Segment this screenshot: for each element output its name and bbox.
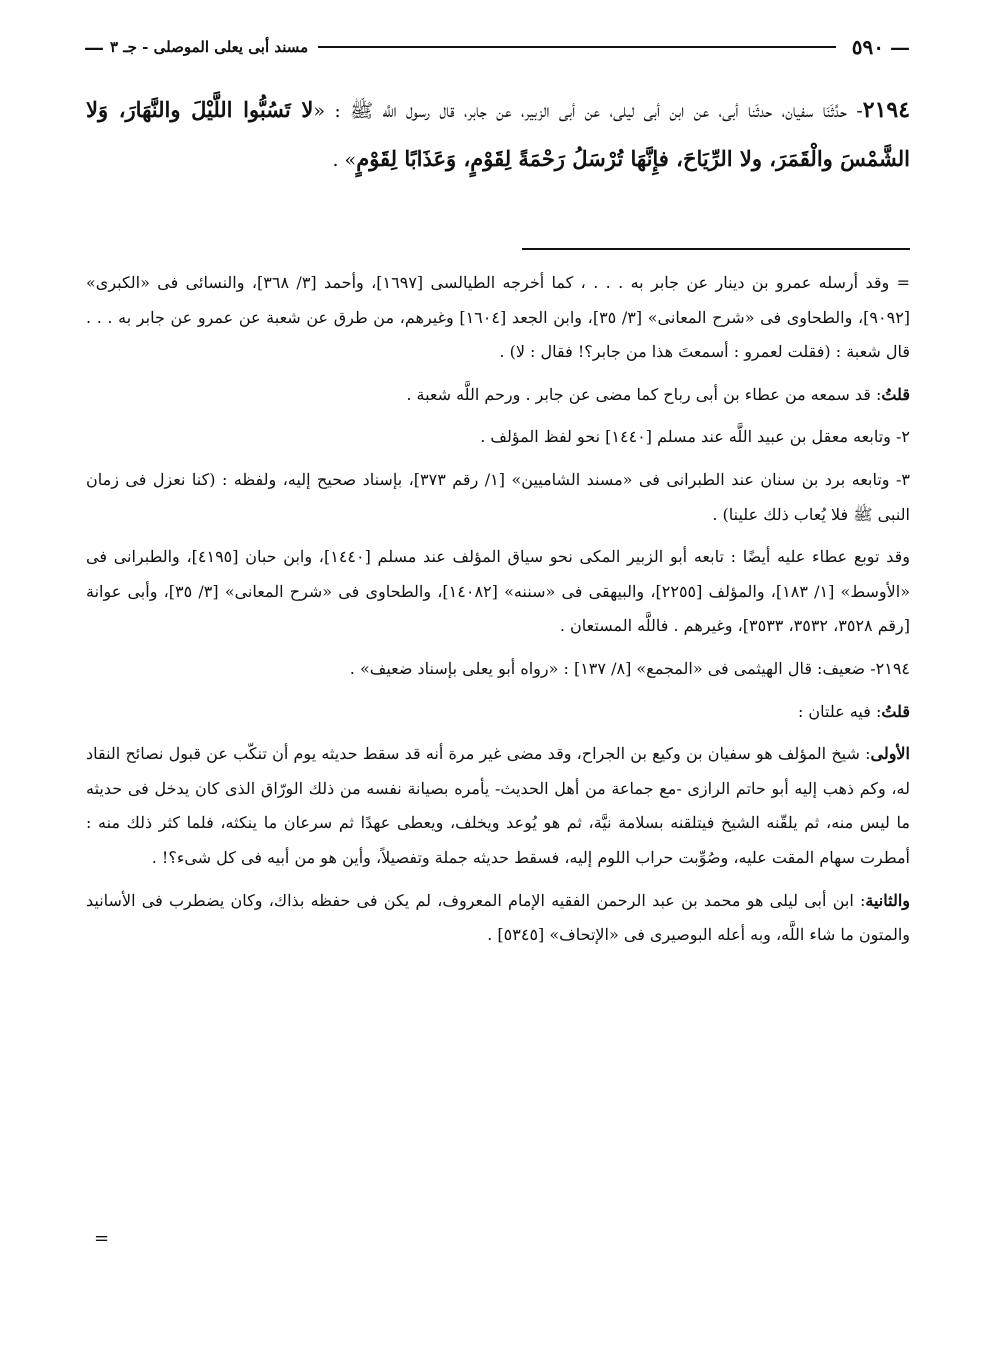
note-label: الأولى: [870, 744, 910, 764]
footnote-paragraph: وقد توبع عطاء عليه أيضًا : تابعه أبو الزبير المكى نحو سياق المؤلف عند مسلم [١٤٤٠]، وابن حبان [٤١٩٥]، والطبرانى فى «الأوسط» [١/ ١٨٣]، والمؤلف [٢٢٥٥]، والبيهقى فى «سننه» [١٤٠٨٢]، والطحاوى فى «شرح المعانى» [٣/ ٣٥]، وأبى عوانة [رقم ٣٥٢٨، ٣٥٣٢، ٣٥٣٣]، وغيرهم . فاللَّه المستعان .: [86, 547, 911, 636]
footnote-paragraph: ٢١٩٤- ضعيف: قال الهيثمى فى «المجمع» [٨/ ١٣٧] : «رواه أبو يعلى بإسناد ضعيف» .: [349, 658, 910, 678]
footnote-paragraph: [86, 378, 910, 413]
hadith-matn: لا تَسُبُّوا اللَّيْلَ والنَّهَارَ، وَلا الشَّمْسَ والْقَمَرَ، ولا الرِّيَاحَ، فإِنَّهَا تُرْسَلُ رَحْمَةً لِقَوْمٍ، وَعَذَابًا لِقَوْمٍ: [86, 97, 910, 171]
header-dash-right: —: [890, 35, 910, 59]
note-label: قلتُ: [881, 701, 910, 721]
hadith-text: [86, 86, 910, 184]
note-text: : شيخ المؤلف هو سفيان بن وكيع بن الجراح، وقد مضى غير مرة أنه قد سقط حديثه يوم أن تنكّب عن قبول نصائح النقاد له، وكم ذهب إليه أبو حاتم الرازى -مع جماعة من أهل الحديث- يأمره بصيانة نفسه من ذلك الورّاق الذى كان يدخل فى حديثه ما ليس منه، ثم يلقّنه الشيخ فيتلقنه بسلامة نيَّة، ثم هو يُوعد ويخلف، ويعطى عهدًا ثم سرعان ما ينكثه، فلما كثر ذلك منه : أمطرت سهام المقت عليه، وصُوِّبت حراب اللوم إليه، فسقط حديثه جملة وتفصيلاً، وأين هو من أبيه فى كل شىء؟! .: [86, 744, 910, 867]
footnote-paragraph: ٣- وتابعه برد بن سنان عند الطبرانى فى «مسند الشاميين» [١/ رقم ٣٧٣]، بإسناد صحيح إليه، ولفظه : (كنا نعزل فى زمان النبى ﷺ فلا يُعاب ذلك علينا) .: [86, 469, 911, 524]
note-label: والثانية: [865, 890, 910, 910]
hadith-isnad: - حدَّثَنَا سفيان، حدثَنا أبى، عن ابن أبى ليلى، عن أبى الزبير، عن جابر، قال رسول اللَّه ﷺ : «: [313, 100, 863, 122]
page-number: ٥٩٠: [851, 35, 884, 59]
footnote-paragraph: = وقد أرسله عمرو بن دينار عن جابر به . . . ، كما أخرجه الطيالسى [١٦٩٧]، وأحمد [٣/ ٣٦٨]، والنسائى فى «الكبرى» [٩٠٩٢]، والطحاوى فى «شرح المعانى» [٣/ ٣٥]، وابن الجعد [١٦٠٤] وغيرهم، من طرق عن شعبة عن عمرو عن جابر به . . . قال شعبة : (فقلت لعمرو : أسمعتَ هذا من جابر؟! فقال : لا) .: [86, 273, 911, 362]
note-text: : ابن أبى ليلى هو محمد بن عبد الرحمن الفقيه الإمام المعروف، لم يكن فى حفظه بذاك، وكان يضطرب فى الأسانيد والمتون ما شاء اللَّه، وبه أعله البوصيرى فى «الإتحاف» [٥٣٤٥] .: [86, 890, 910, 945]
header-dash-left: —: [84, 35, 104, 59]
footnote-separator: [522, 248, 910, 250]
footnote-paragraph: ٢- وتابعه معقل بن عبيد اللَّه عند مسلم [١٤٤٠] نحو لفظ المؤلف .: [480, 427, 910, 447]
header-rule: [318, 46, 836, 48]
footnote-paragraph: [86, 737, 910, 875]
continuation-mark: =: [94, 1228, 110, 1249]
note-text: : فيه علتان :: [797, 701, 882, 721]
hadith-number: ٢١٩٤: [862, 97, 911, 123]
running-title: مسند أبى يعلى الموصلى - جـ ٣: [110, 38, 309, 56]
footnotes: [86, 266, 910, 953]
note-text: : قد سمعه من عطاء بن أبى رباح كما مضى عن جابر . ورحم اللَّه شعبة .: [406, 384, 882, 404]
footnote-paragraph: [86, 695, 910, 730]
footnote-paragraph: [86, 884, 910, 953]
hadith-close: » .: [332, 149, 357, 171]
running-header: [84, 30, 910, 64]
note-label: قلتُ: [881, 384, 910, 404]
